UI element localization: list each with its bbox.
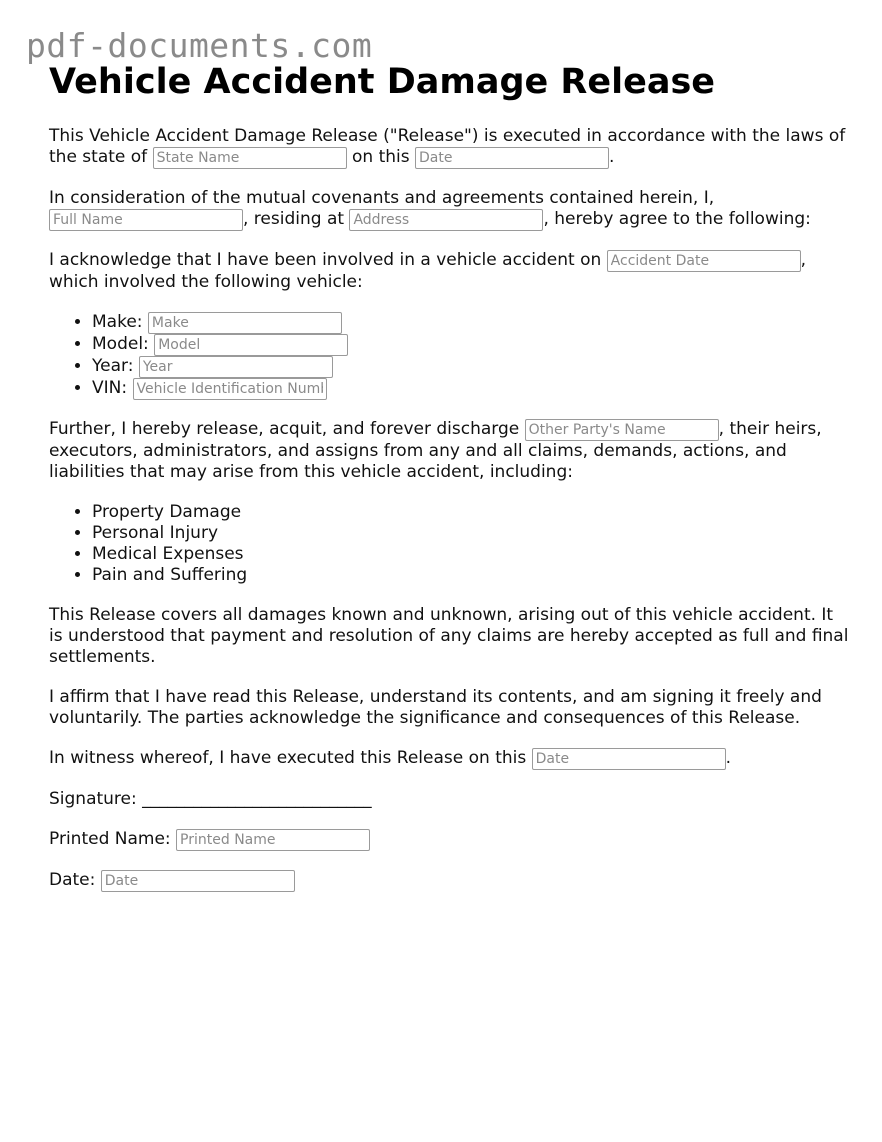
witness-period: . xyxy=(725,748,732,768)
on-this-text: on this xyxy=(351,147,410,167)
acknowledge-paragraph xyxy=(49,250,849,293)
make-input[interactable] xyxy=(148,312,342,334)
witness-text: In witness whereof, I have executed this Release on this xyxy=(49,748,527,768)
year-label: Year: xyxy=(92,356,134,376)
accident-date-input[interactable] xyxy=(607,250,801,272)
residing-text: , residing at xyxy=(243,209,345,229)
list-item xyxy=(92,378,849,400)
witness-date-input[interactable] xyxy=(532,748,726,770)
full-name-input[interactable] xyxy=(49,209,243,231)
witness-paragraph xyxy=(49,748,849,770)
page-title: Vehicle Accident Damage Release xyxy=(49,62,716,102)
damages-list xyxy=(49,502,849,586)
vin-input[interactable] xyxy=(133,378,327,400)
model-input[interactable] xyxy=(154,334,348,356)
list-item xyxy=(92,312,849,334)
model-label: Model: xyxy=(92,334,149,354)
intro-text: This Vehicle Accident Damage Release ("Release") is executed in accordance with the laws of the state of xyxy=(49,126,846,167)
list-item: • Pain and Suffering xyxy=(92,565,849,586)
release-paragraph xyxy=(49,419,849,483)
release-continued-text: , their heirs, executors, administrators, and assigns from any and all claims, demands, actions, and liabilities that may arise from this vehicle accident, including: xyxy=(49,419,822,482)
list-item: • Medical Expenses xyxy=(92,544,849,565)
printed-name-row xyxy=(49,829,849,851)
printed-name-input[interactable] xyxy=(176,829,370,851)
site-watermark: pdf-documents.com xyxy=(26,26,373,65)
date-row xyxy=(49,870,849,892)
year-input[interactable] xyxy=(139,356,333,378)
signature-label: Signature: xyxy=(49,789,137,809)
list-item xyxy=(92,334,849,356)
list-item: • Personal Injury xyxy=(92,523,849,544)
make-label: Make: xyxy=(92,312,143,332)
consideration-text: In consideration of the mutual covenants and agreements contained herein, I, xyxy=(49,188,715,208)
vin-label: VIN: xyxy=(92,378,128,398)
execution-date-input[interactable] xyxy=(415,147,609,169)
vehicle-intro-text: , which involved the following vehicle: xyxy=(49,250,807,292)
state-name-input[interactable] xyxy=(153,147,347,169)
intro-period: . xyxy=(609,147,615,167)
acknowledge-text: I acknowledge that I have been involved in a vehicle accident on xyxy=(49,250,602,270)
document-body xyxy=(49,58,849,892)
vehicle-details-list xyxy=(49,312,849,400)
list-item xyxy=(92,356,849,378)
signature-row xyxy=(49,789,849,810)
signature-date-input[interactable] xyxy=(101,870,295,892)
affirm-paragraph: I affirm that I have read this Release, understand its contents, and am signing it freely and voluntarily. The parties acknowledge the significance and consequences of this Release. xyxy=(49,687,822,728)
intro-paragraph xyxy=(49,126,849,169)
agree-text: , hereby agree to the following: xyxy=(543,209,811,229)
signature-line[interactable]: ___________________________ xyxy=(142,789,372,809)
address-input[interactable] xyxy=(349,209,543,231)
consideration-paragraph xyxy=(49,188,849,231)
other-party-input[interactable] xyxy=(525,419,719,441)
printed-name-label: Printed Name: xyxy=(49,829,171,849)
release-text: Further, I hereby release, acquit, and forever discharge xyxy=(49,419,520,439)
date-label: Date: xyxy=(49,870,96,890)
list-item: • Property Damage xyxy=(92,502,849,523)
coverage-paragraph: This Release covers all damages known and unknown, arising out of this vehicle accident. It is understood that payment and resolution of any claims are hereby accepted as full and final settlements. xyxy=(49,605,849,667)
